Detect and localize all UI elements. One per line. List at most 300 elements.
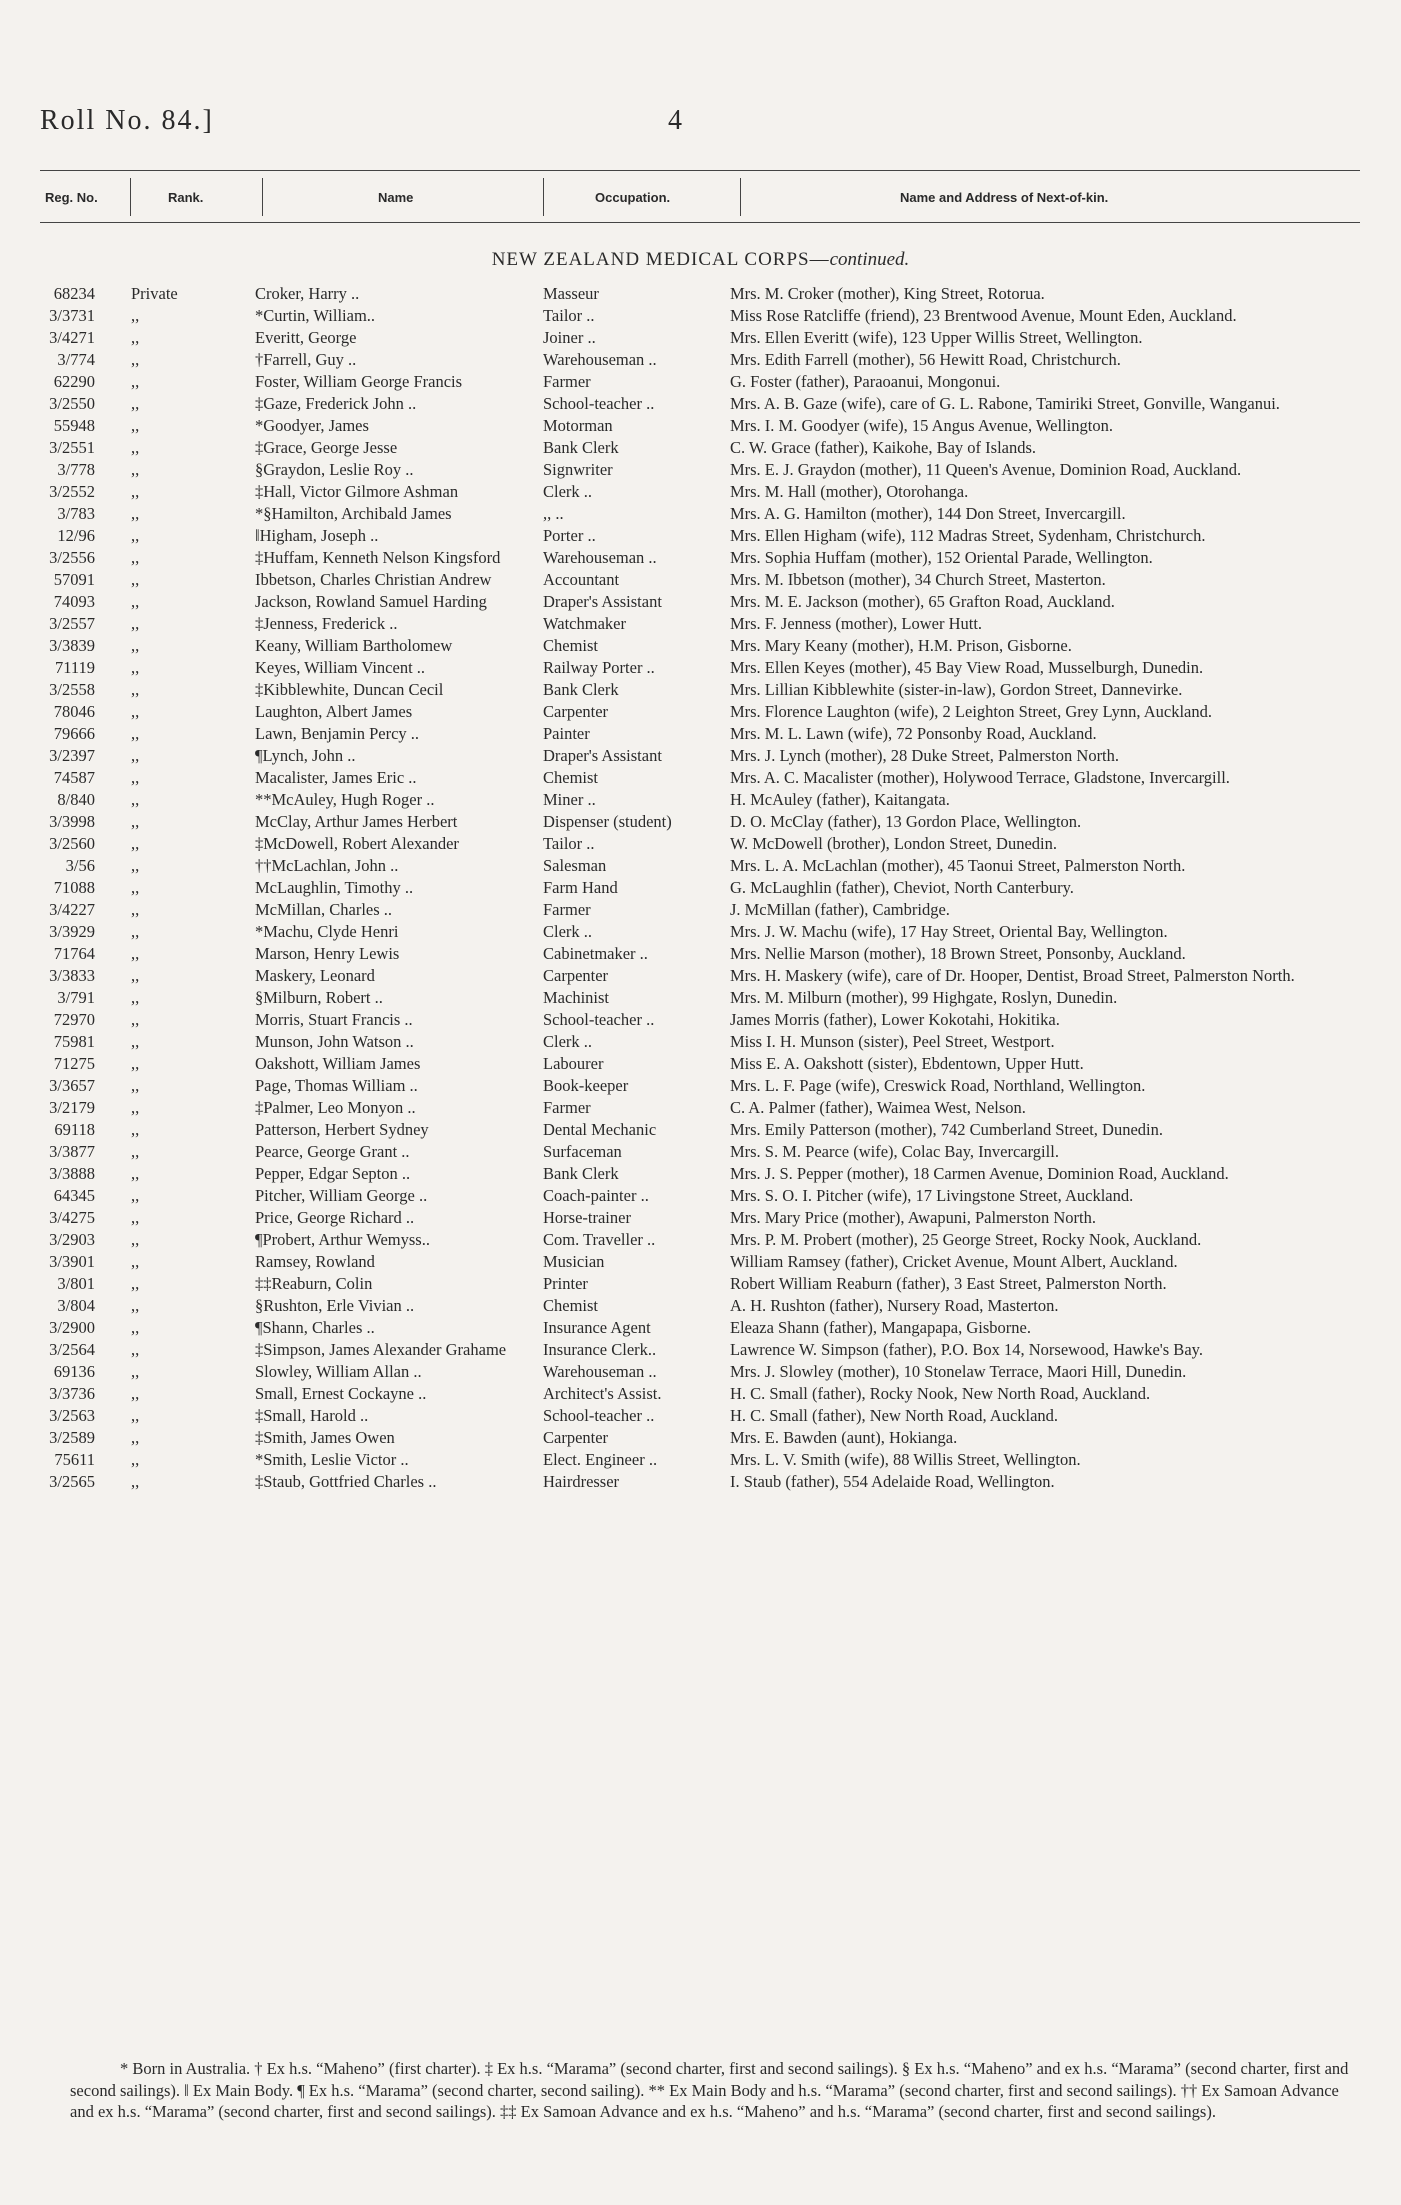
reg-number-cell: 3/2565	[49, 1472, 95, 1491]
col-name-header: Name	[378, 190, 414, 205]
col-divider	[543, 178, 544, 216]
rank-cell: Private	[131, 284, 178, 303]
rank-cell: ,,	[131, 1450, 140, 1469]
rank-cell: ,,	[131, 1098, 140, 1117]
reg-number-cell: 57091	[53, 570, 95, 589]
table-row	[0, 1449, 1401, 1471]
name-cell: Morris, Stuart Francis ..	[255, 1010, 413, 1029]
rank-cell: ,,	[131, 526, 140, 545]
rank-cell: ,,	[131, 1362, 140, 1381]
reg-number-cell: 3/2560	[49, 834, 95, 853]
occupation-cell: Masseur	[543, 284, 599, 303]
rank-cell: ,,	[131, 460, 140, 479]
reg-number-cell: 3/778	[57, 460, 95, 479]
next-of-kin-cell: Mrs. Mary Price (mother), Awapuni, Palmerston North.	[729, 1208, 1096, 1227]
occupation-cell: School-teacher ..	[543, 1010, 655, 1029]
next-of-kin-cell: William Ramsey (father), Cricket Avenue, Mount Albert, Auckland.	[729, 1252, 1178, 1271]
name-cell: Everitt, George	[255, 328, 357, 347]
rank-cell: ,,	[131, 394, 140, 413]
reg-number-cell: 3/774	[57, 350, 95, 369]
rank-cell: ,,	[131, 1164, 140, 1183]
rank-cell: ,,	[131, 1186, 140, 1205]
rank-cell: ,,	[131, 636, 140, 655]
reg-number-cell: 3/4271	[49, 328, 95, 347]
reg-number-cell: 71088	[53, 878, 95, 897]
table-row	[0, 987, 1401, 1009]
table-row	[0, 371, 1401, 393]
table-row	[0, 833, 1401, 855]
next-of-kin-cell: Mrs. L. F. Page (wife), Creswick Road, Northland, Wellington.	[729, 1076, 1146, 1095]
reg-number-cell: 74587	[53, 768, 95, 787]
reg-number-cell: 74093	[53, 592, 95, 611]
next-of-kin-cell: Mrs. M. E. Jackson (mother), 65 Grafton Road, Auckland.	[729, 592, 1115, 611]
col-occupation-header: Occupation.	[595, 190, 671, 205]
name-cell: Ramsey, Rowland	[255, 1252, 375, 1271]
reg-number-cell: 3/3901	[49, 1252, 95, 1271]
table-row	[0, 349, 1401, 371]
reg-number-cell: 78046	[53, 702, 95, 721]
occupation-cell: Porter ..	[543, 526, 596, 545]
next-of-kin-cell: H. C. Small (father), New North Road, Auckland.	[729, 1406, 1059, 1425]
table-row	[0, 1295, 1401, 1317]
table-row	[0, 613, 1401, 635]
name-cell: ‡Hall, Victor Gilmore Ashman	[255, 482, 459, 501]
next-of-kin-cell: J. McMillan (father), Cambridge.	[729, 900, 950, 919]
header-bottom-rule	[40, 222, 1360, 223]
rank-cell: ,,	[131, 1472, 140, 1491]
rank-cell: ,,	[131, 548, 140, 567]
rank-cell: ,,	[131, 1252, 140, 1271]
occupation-cell: Labourer	[543, 1054, 604, 1073]
table-row	[0, 899, 1401, 921]
reg-number-cell: 71119	[54, 658, 95, 677]
next-of-kin-cell: Mrs. M. Hall (mother), Otorohanga.	[729, 482, 969, 501]
reg-number-cell: 3/3833	[49, 966, 95, 985]
name-cell: Jackson, Rowland Samuel Harding	[255, 592, 487, 611]
occupation-cell: Bank Clerk	[543, 438, 619, 457]
name-cell: ‡Staub, Gottfried Charles ..	[255, 1472, 437, 1491]
occupation-cell: Insurance Agent	[543, 1318, 651, 1337]
next-of-kin-cell: Mrs. Mary Keany (mother), H.M. Prison, Gisborne.	[729, 636, 1072, 655]
next-of-kin-cell: Mrs. F. Jenness (mother), Lower Hutt.	[729, 614, 983, 633]
rank-cell: ,,	[131, 878, 140, 897]
name-cell: Patterson, Herbert Sydney	[255, 1120, 429, 1139]
table-row	[0, 965, 1401, 987]
name-cell: *Curtin, William..	[255, 306, 376, 325]
occupation-cell: Painter	[543, 724, 590, 743]
reg-number-cell: 3/2551	[49, 438, 95, 457]
reg-number-cell: 3/2589	[49, 1428, 95, 1447]
reg-number-cell: 3/2179	[49, 1098, 95, 1117]
table-row	[0, 1119, 1401, 1141]
rank-cell: ,,	[131, 658, 140, 677]
name-cell: Pitcher, William George ..	[255, 1186, 428, 1205]
next-of-kin-cell: C. A. Palmer (father), Waimea West, Nelson.	[729, 1098, 1026, 1117]
table-row	[0, 1405, 1401, 1427]
reg-number-cell: 3/3839	[49, 636, 95, 655]
next-of-kin-cell: Mrs. Emily Patterson (mother), 742 Cumberland Street, Dunedin.	[729, 1120, 1164, 1139]
rank-cell: ,,	[131, 350, 140, 369]
reg-number-cell: 3/2397	[49, 746, 95, 765]
table-row	[0, 855, 1401, 877]
reg-number-cell: 55948	[53, 416, 95, 435]
next-of-kin-cell: Miss E. A. Oakshott (sister), Ebdentown, Upper Hutt.	[729, 1054, 1084, 1073]
occupation-cell: Railway Porter ..	[543, 658, 655, 677]
name-cell: *Smith, Leslie Victor ..	[255, 1450, 409, 1469]
next-of-kin-cell: Mrs. E. J. Graydon (mother), 11 Queen's Avenue, Dominion Road, Auckland.	[729, 460, 1242, 479]
rank-cell: ,,	[131, 768, 140, 787]
name-cell: ‡‡Reaburn, Colin	[255, 1274, 373, 1293]
table-row	[0, 1251, 1401, 1273]
next-of-kin-cell: Mrs. A. B. Gaze (wife), care of G. L. Rabone, Tamiriki Street, Gonville, Wanganui.	[729, 394, 1280, 413]
next-of-kin-cell: G. Foster (father), Paraoanui, Mongonui.	[729, 372, 1001, 391]
table-row	[0, 1471, 1401, 1493]
table-row	[0, 943, 1401, 965]
col-divider	[262, 178, 263, 216]
next-of-kin-cell: Mrs. J. Slowley (mother), 10 Stonelaw Terrace, Maori Hill, Dunedin.	[729, 1362, 1187, 1381]
table-row	[0, 503, 1401, 525]
table-row	[0, 1053, 1401, 1075]
table-row	[0, 1163, 1401, 1185]
table-row	[0, 723, 1401, 745]
occupation-cell: Joiner ..	[543, 328, 596, 347]
name-cell: Keyes, William Vincent ..	[255, 658, 426, 677]
occupation-cell: Tailor ..	[543, 834, 595, 853]
name-cell: ‡McDowell, Robert Alexander	[255, 834, 459, 853]
next-of-kin-cell: Mrs. A. G. Hamilton (mother), 144 Don Street, Invercargill.	[729, 504, 1126, 523]
table-row	[0, 591, 1401, 613]
occupation-cell: Horse-trainer	[543, 1208, 631, 1227]
occupation-cell: Hairdresser	[543, 1472, 620, 1491]
occupation-cell: Elect. Engineer ..	[543, 1450, 658, 1469]
table-row	[0, 921, 1401, 943]
next-of-kin-cell: I. Staub (father), 554 Adelaide Road, Wellington.	[729, 1472, 1055, 1491]
reg-number-cell: 3/804	[57, 1296, 95, 1315]
table-row	[0, 547, 1401, 569]
next-of-kin-cell: Mrs. P. M. Probert (mother), 25 George Street, Rocky Nook, Auckland.	[729, 1230, 1202, 1249]
reg-number-cell: 3/56	[65, 856, 95, 875]
col-reg-header: Reg. No.	[45, 190, 98, 205]
table-row	[0, 1031, 1401, 1053]
table-row	[0, 459, 1401, 481]
reg-number-cell: 3/3731	[49, 306, 95, 325]
next-of-kin-cell: Mrs. Ellen Keyes (mother), 45 Bay View Road, Musselburgh, Dunedin.	[729, 658, 1204, 677]
occupation-cell: Bank Clerk	[543, 1164, 619, 1183]
name-cell: Munson, John Watson ..	[255, 1032, 414, 1051]
next-of-kin-cell: Eleaza Shann (father), Mangapapa, Gisborne.	[729, 1318, 1031, 1337]
rank-cell: ,,	[131, 834, 140, 853]
reg-number-cell: 75611	[54, 1450, 95, 1469]
rank-cell: ,,	[131, 328, 140, 347]
occupation-cell: School-teacher ..	[543, 1406, 655, 1425]
reg-number-cell: 3/2564	[49, 1340, 95, 1359]
name-cell: ¶Probert, Arthur Wemyss..	[255, 1230, 430, 1249]
table-row	[0, 327, 1401, 349]
occupation-cell: Dental Mechanic	[543, 1120, 657, 1139]
rank-cell: ,,	[131, 988, 140, 1007]
reg-number-cell: 3/4227	[49, 900, 95, 919]
occupation-cell: Printer	[543, 1274, 588, 1293]
reg-number-cell: 12/96	[57, 526, 95, 545]
table-row	[0, 1141, 1401, 1163]
table-row	[0, 1273, 1401, 1295]
name-cell: Marson, Henry Lewis	[255, 944, 400, 963]
name-cell: ††McLachlan, John ..	[255, 856, 399, 875]
reg-number-cell: 71764	[53, 944, 95, 963]
name-cell: ‡Jenness, Frederick ..	[255, 614, 398, 633]
name-cell: ¶Shann, Charles ..	[255, 1318, 375, 1337]
next-of-kin-cell: H. McAuley (father), Kaitangata.	[729, 790, 950, 809]
reg-number-cell: 3/3877	[49, 1142, 95, 1161]
table-row	[0, 1185, 1401, 1207]
occupation-cell: Cabinetmaker ..	[543, 944, 648, 963]
name-cell: ‡Gaze, Frederick John ..	[255, 394, 417, 413]
next-of-kin-cell: Mrs. Nellie Marson (mother), 18 Brown Street, Ponsonby, Auckland.	[729, 944, 1186, 963]
occupation-cell: Book-keeper	[543, 1076, 629, 1095]
name-cell: Maskery, Leonard	[255, 966, 375, 985]
rank-cell: ,,	[131, 922, 140, 941]
reg-number-cell: 75981	[53, 1032, 95, 1051]
reg-number-cell: 3/3736	[49, 1384, 95, 1403]
name-cell: ‡Palmer, Leo Monyon ..	[255, 1098, 416, 1117]
rank-cell: ,,	[131, 966, 140, 985]
next-of-kin-cell: Mrs. Edith Farrell (mother), 56 Hewitt Road, Christchurch.	[729, 350, 1121, 369]
rank-cell: ,,	[131, 1142, 140, 1161]
rank-cell: ,,	[131, 1054, 140, 1073]
occupation-cell: Insurance Clerk..	[543, 1340, 657, 1359]
next-of-kin-cell: Mrs. J. W. Machu (wife), 17 Hay Street, Oriental Bay, Wellington.	[729, 922, 1168, 941]
reg-number-cell: 3/783	[57, 504, 95, 523]
name-cell: *Machu, Clyde Henri	[255, 922, 399, 941]
reg-number-cell: 3/801	[57, 1274, 95, 1293]
next-of-kin-cell: Mrs. I. M. Goodyer (wife), 15 Angus Avenue, Wellington.	[729, 416, 1113, 435]
name-cell: Lawn, Benjamin Percy ..	[255, 724, 420, 743]
name-cell: ‡Huffam, Kenneth Nelson Kingsford	[255, 548, 501, 567]
table-row	[0, 635, 1401, 657]
rank-cell: ,,	[131, 1296, 140, 1315]
section-heading	[0, 249, 1401, 271]
table-row	[0, 745, 1401, 767]
name-cell: §Graydon, Leslie Roy ..	[255, 460, 414, 479]
name-cell: Small, Ernest Cockayne ..	[255, 1384, 427, 1403]
occupation-cell: Carpenter	[543, 966, 609, 985]
name-cell: Oakshott, William James	[255, 1054, 421, 1073]
name-cell: ‡Small, Harold ..	[255, 1406, 369, 1425]
table-row	[0, 1361, 1401, 1383]
name-cell: *Goodyer, James	[255, 416, 369, 435]
rank-cell: ,,	[131, 724, 140, 743]
name-cell: †Farrell, Guy ..	[255, 350, 357, 369]
occupation-cell: Signwriter	[543, 460, 613, 479]
table-row	[0, 481, 1401, 503]
col-divider	[740, 178, 741, 216]
name-cell: ‡Kibblewhite, Duncan Cecil	[255, 680, 444, 699]
col-rank-header: Rank.	[168, 190, 204, 205]
reg-number-cell: 8/840	[57, 790, 95, 809]
name-cell: Macalister, James Eric ..	[255, 768, 417, 787]
occupation-cell: Chemist	[543, 768, 599, 787]
reg-number-cell: 3/2558	[49, 680, 95, 699]
occupation-cell: Carpenter	[543, 702, 609, 721]
name-cell: §Rushton, Erle Vivian ..	[255, 1296, 415, 1315]
rank-cell: ,,	[131, 614, 140, 633]
reg-number-cell: 62290	[53, 372, 95, 391]
name-cell: Slowley, William Allan ..	[255, 1362, 422, 1381]
roll-table	[0, 283, 1401, 1493]
table-row	[0, 1317, 1401, 1339]
name-cell: McLaughlin, Timothy ..	[255, 878, 414, 897]
next-of-kin-cell: Mrs. Ellen Higham (wife), 112 Madras Street, Sydenham, Christchurch.	[729, 526, 1206, 545]
rank-cell: ,,	[131, 680, 140, 699]
table-row	[0, 1075, 1401, 1097]
name-cell: ‡Grace, George Jesse	[255, 438, 398, 457]
next-of-kin-cell: Mrs. M. Ibbetson (mother), 34 Church Street, Masterton.	[729, 570, 1106, 589]
rank-cell: ,,	[131, 1076, 140, 1095]
name-cell: McClay, Arthur James Herbert	[255, 812, 458, 831]
occupation-cell: Draper's Assistant	[543, 746, 662, 765]
name-cell: Price, George Richard ..	[255, 1208, 415, 1227]
next-of-kin-cell: Mrs. J. Lynch (mother), 28 Duke Street, Palmerston North.	[729, 746, 1120, 765]
next-of-kin-cell: James Morris (father), Lower Kokotahi, Hokitika.	[729, 1010, 1060, 1029]
table-row	[0, 1097, 1401, 1119]
reg-number-cell: 3/2563	[49, 1406, 95, 1425]
occupation-cell: Watchmaker	[543, 614, 626, 633]
rank-cell: ,,	[131, 856, 140, 875]
table-row	[0, 1383, 1401, 1405]
occupation-cell: Accountant	[543, 570, 620, 589]
reg-number-cell: 3/3929	[49, 922, 95, 941]
table-row	[0, 1207, 1401, 1229]
next-of-kin-cell: Mrs. J. S. Pepper (mother), 18 Carmen Avenue, Dominion Road, Auckland.	[729, 1164, 1229, 1183]
reg-number-cell: 3/791	[57, 988, 95, 1007]
table-row	[0, 767, 1401, 789]
rank-cell: ,,	[131, 1230, 140, 1249]
rank-cell: ,,	[131, 1406, 140, 1425]
occupation-cell: Musician	[543, 1252, 605, 1271]
rank-cell: ,,	[131, 790, 140, 809]
table-row	[0, 283, 1401, 305]
next-of-kin-cell: Mrs. S. O. I. Pitcher (wife), 17 Livingstone Street, Auckland.	[729, 1186, 1134, 1205]
rank-cell: ,,	[131, 702, 140, 721]
rank-cell: ,,	[131, 1428, 140, 1447]
reg-number-cell: 79666	[53, 724, 95, 743]
name-cell: *§Hamilton, Archibald James	[255, 504, 452, 523]
occupation-cell: Clerk ..	[543, 1032, 593, 1051]
name-cell: §Milburn, Robert ..	[255, 988, 383, 1007]
next-of-kin-cell: Mrs. L. A. McLachlan (mother), 45 Taonui Street, Palmerston North.	[729, 856, 1186, 875]
section-suffix: continued.	[829, 249, 910, 270]
name-cell: Ibbetson, Charles Christian Andrew	[255, 570, 492, 589]
occupation-cell: Tailor ..	[543, 306, 595, 325]
rank-cell: ,,	[131, 438, 140, 457]
next-of-kin-cell: Mrs. M. L. Lawn (wife), 72 Ponsonby Road, Auckland.	[729, 724, 1097, 743]
next-of-kin-cell: Mrs. Florence Laughton (wife), 2 Leighton Street, Grey Lynn, Auckland.	[729, 702, 1213, 721]
occupation-cell: Farm Hand	[543, 878, 618, 897]
occupation-cell: Draper's Assistant	[543, 592, 662, 611]
name-cell: Page, Thomas William ..	[255, 1076, 418, 1095]
occupation-cell: Salesman	[543, 856, 607, 875]
rank-cell: ,,	[131, 944, 140, 963]
rank-cell: ,,	[131, 812, 140, 831]
section-title: NEW ZEALAND MEDICAL CORPS—	[491, 249, 830, 270]
reg-number-cell: 3/2557	[49, 614, 95, 633]
name-cell: Pearce, George Grant ..	[255, 1142, 410, 1161]
reg-number-cell: 69136	[53, 1362, 95, 1381]
rank-cell: ,,	[131, 1010, 140, 1029]
next-of-kin-cell: Mrs. L. V. Smith (wife), 88 Willis Street, Wellington.	[729, 1450, 1081, 1469]
next-of-kin-cell: Mrs. H. Maskery (wife), care of Dr. Hooper, Dentist, Broad Street, Palmerston North.	[729, 966, 1295, 985]
rank-cell: ,,	[131, 1340, 140, 1359]
next-of-kin-cell: Robert William Reaburn (father), 3 East Street, Palmerston North.	[729, 1274, 1167, 1293]
reg-number-cell: 72970	[53, 1010, 95, 1029]
next-of-kin-cell: Miss I. H. Munson (sister), Peel Street, Westport.	[729, 1032, 1055, 1051]
name-cell: ‖Higham, Joseph ..	[255, 526, 379, 545]
table-row	[0, 305, 1401, 327]
occupation-cell: Warehouseman ..	[543, 548, 657, 567]
occupation-cell: Farmer	[543, 900, 591, 919]
name-cell: Foster, William George Francis	[255, 372, 463, 391]
roll-number: Roll No. 84.]	[40, 105, 214, 136]
next-of-kin-cell: Lawrence W. Simpson (father), P.O. Box 14, Norsewood, Hawke's Bay.	[729, 1340, 1203, 1359]
reg-number-cell: 3/2556	[49, 548, 95, 567]
rank-cell: ,,	[131, 416, 140, 435]
next-of-kin-cell: A. H. Rushton (father), Nursery Road, Masterton.	[729, 1296, 1059, 1315]
name-cell: Croker, Harry ..	[255, 284, 360, 303]
table-row	[0, 1427, 1401, 1449]
next-of-kin-cell: Mrs. A. C. Macalister (mother), Holywood Terrace, Gladstone, Invercargill.	[729, 768, 1230, 787]
rank-cell: ,,	[131, 1274, 140, 1293]
table-row	[0, 415, 1401, 437]
next-of-kin-cell: W. McDowell (brother), London Street, Dunedin.	[729, 834, 1057, 853]
name-cell: Pepper, Edgar Septon ..	[255, 1164, 411, 1183]
next-of-kin-cell: H. C. Small (father), Rocky Nook, New North Road, Auckland.	[729, 1384, 1151, 1403]
name-cell: **McAuley, Hugh Roger ..	[255, 790, 435, 809]
footnotes: * Born in Australia. † Ex h.s. “Maheno” (first charter). ‡ Ex h.s. “Marama” (second charter, first and second sailings). § Ex h.s. “Maheno” and ex h.s. “Marama” (second charter, first and second sailings). ‖ Ex Main Body. ¶ Ex h.s. “Marama” (second charter, second sailing). ** Ex Main Body and h.s. “Marama” (second charter, first and second sailings). †† Ex Samoan Advance and ex h.s. “Marama” (second charter, first and second sailings). ‡‡ Ex Samoan Advance and ex h.s. “Maheno” and h.s. “Marama” (second charter, first and second sailings).	[70, 2059, 1349, 2121]
name-cell: ‡Simpson, James Alexander Grahame	[255, 1340, 507, 1359]
next-of-kin-cell: Miss Rose Ratcliffe (friend), 23 Brentwood Avenue, Mount Eden, Auckland.	[729, 306, 1237, 325]
table-row	[0, 701, 1401, 723]
col-kin-header: Name and Address of Next-of-kin.	[900, 190, 1109, 205]
occupation-cell: Clerk ..	[543, 922, 593, 941]
name-cell: ¶Lynch, John ..	[255, 746, 356, 765]
table-row	[0, 811, 1401, 833]
name-cell: Laughton, Albert James	[255, 702, 413, 721]
name-cell: ‡Smith, James Owen	[255, 1428, 395, 1447]
rank-cell: ,,	[131, 1032, 140, 1051]
reg-number-cell: 64345	[53, 1186, 95, 1205]
reg-number-cell: 3/3657	[49, 1076, 95, 1095]
rank-cell: ,,	[131, 746, 140, 765]
table-row	[0, 657, 1401, 679]
occupation-cell: Coach-painter ..	[543, 1186, 649, 1205]
next-of-kin-cell: Mrs. E. Bawden (aunt), Hokianga.	[729, 1428, 958, 1447]
rank-cell: ,,	[131, 372, 140, 391]
occupation-cell: Bank Clerk	[543, 680, 619, 699]
rank-cell: ,,	[131, 1120, 140, 1139]
occupation-cell: Clerk ..	[543, 482, 593, 501]
name-cell: Keany, William Bartholomew	[255, 636, 453, 655]
col-divider	[130, 178, 131, 216]
next-of-kin-cell: Mrs. S. M. Pearce (wife), Colac Bay, Invercargill.	[729, 1142, 1059, 1161]
rank-cell: ,,	[131, 504, 140, 523]
next-of-kin-cell: G. McLaughlin (father), Cheviot, North Canterbury.	[729, 878, 1074, 897]
rank-cell: ,,	[131, 900, 140, 919]
rank-cell: ,,	[131, 1208, 140, 1227]
occupation-cell: Architect's Assist.	[543, 1384, 662, 1403]
occupation-cell: Warehouseman ..	[543, 1362, 657, 1381]
page-number: 4	[668, 105, 682, 136]
occupation-cell: Motorman	[543, 416, 613, 435]
